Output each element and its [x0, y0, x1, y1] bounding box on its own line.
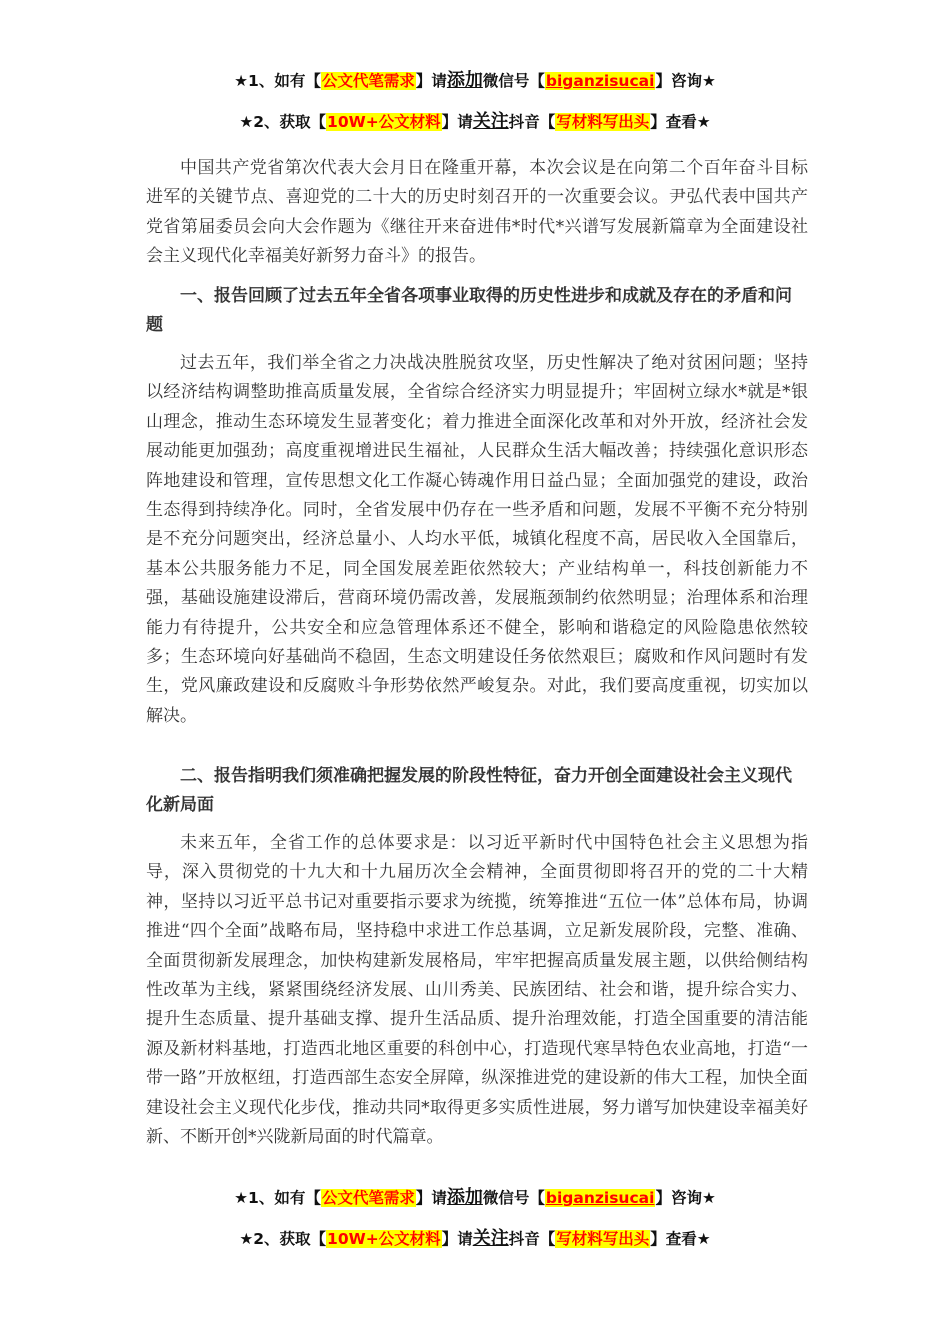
ad-prefix: ★1、如有【: [234, 1189, 321, 1207]
ad-suffix: 】咨询★: [655, 1189, 716, 1207]
ad-prefix: ★1、如有【: [234, 72, 321, 90]
section-2-body: 未来五年，全省工作的总体要求是：以习近平新时代中国特色社会主义思想为指导，深入贯彻党的十九大和十九届历次全会精神，全面贯彻即将召开的党的二十大精神，坚持以习近平总书记对重要指示要求为统揽，统筹推进“五位一体”总体布局，协调推进“四个全面”战略布局，坚持稳中求进工作总基调，立足新发展阶段，完整、准确、全面贯彻新发展理念，加快构建新发展格局，牢牢把握高质量发展主题，以供给侧结构性改革为主线，紧紧围绕经济发展、山川秀美、民族团结、社会和谐，提升综合实力、提升生态质量、提升基础支撑、提升生活品质、提升治理效能，打造全国重要的清洁能源及新材料基地，打造西北地区重要的科创中心，打造现代寒旱特色农业高地，打造“一带一路”开放枢纽，打造西部生态安全屏障，纵深推进党的建设新的伟大工程，加快全面建设社会主义现代化步伐，推动共同*取得更多实质性进展，努力谱写加快建设幸福美好新、不断开创*兴陇新局面的时代篇章。: [146, 833, 808, 1148]
ad-emphasis: 添加: [446, 1187, 483, 1208]
ad-text: 微信号【: [482, 1189, 545, 1207]
ad-prefix: ★2、获取【: [239, 1230, 327, 1248]
ad-text: 】请: [441, 113, 473, 131]
ad-highlight-wechat-id: biganzisucai: [545, 72, 655, 90]
ad-text: 抖音【: [508, 113, 556, 131]
ad-prefix: ★2、获取【: [239, 113, 327, 131]
ad-highlight-service: 公文代笔需求: [321, 72, 415, 90]
ad-emphasis: 关注: [472, 1228, 509, 1249]
ad-line-top-2: [0, 111, 950, 133]
ad-emphasis: 添加: [446, 70, 483, 91]
ad-text: 抖音【: [508, 1230, 556, 1248]
ad-highlight-service: 公文代笔需求: [321, 1189, 415, 1207]
section-1-body: 过去五年，我们举全省之力决战决胜脱贫攻坚，历史性解决了绝对贫困问题；坚持以经济结构调整助推高质量发展，全省综合经济实力明显提升；牢固树立绿水*就是*银山理念，推动生态环境发生显著变化；着力推进全面深化改革和对外开放，经济社会发展动能更加强劲；高度重视增进民生福祉，人民群众生活大幅改善；持续强化意识形态阵地建设和管理，宣传思想文化工作凝心铸魂作用日益凸显；全面加强党的建设，政治生态得到持续净化。同时，全省发展中仍存在一些矛盾和问题，发展不平衡不充分特别是不充分问题突出，经济总量小、人均水平低，城镇化程度不高，居民收入全国靠后，基本公共服务能力不足，同全国发展差距依然较大；产业结构单一，科技创新能力不强，基础设施建设滞后，营商环境仍需改善，发展瓶颈制约依然明显；治理体系和治理能力有待提升，公共安全和应急管理体系还不健全，影响和谐稳定的风险隐患依然较多；生态环境向好基础尚不稳固，生态文明建设任务依然艰巨；腐败和作风问题时有发生，党风廉政建设和反腐败斗争形势依然严峻复杂。对此，我们要高度重视，切实加以解决。: [146, 353, 808, 726]
ad-highlight-douyin: 写材料写出头: [556, 1230, 650, 1248]
ad-text: 】请: [415, 1189, 447, 1207]
section-1-heading: 一、报告回顾了过去五年全省各项事业取得的历史性进步和成就及存在的矛盾和问题: [146, 286, 792, 335]
ad-highlight-materials: 10W+公文材料: [327, 113, 441, 131]
ad-highlight-douyin: 写材料写出头: [556, 113, 650, 131]
ad-text: 微信号【: [482, 72, 545, 90]
ad-highlight-materials: 10W+公文材料: [327, 1230, 441, 1248]
ad-emphasis: 关注: [472, 111, 509, 132]
ad-suffix: 】咨询★: [655, 72, 716, 90]
ad-suffix: 】查看★: [650, 113, 711, 131]
ad-suffix: 】查看★: [650, 1230, 711, 1248]
ad-line-bottom-1: [0, 1187, 950, 1209]
section-2-heading: 二、报告指明我们须准确把握发展的阶段性特征，奋力开创全面建设社会主义现代化新局面: [146, 766, 792, 815]
intro-paragraph: 中国共产党省第次代表大会月日在隆重开幕，本次会议是在向第二个百年奋斗目标进军的关键节点、喜迎党的二十大的历史时刻召开的一次重要会议。尹弘代表中国共产党省第届委员会向大会作题为《继往开来奋进伟*时代*兴谱写发展新篇章为全面建设社会主义现代化幸福美好新努力奋斗》的报告。: [146, 158, 808, 267]
ad-line-bottom-2: [0, 1228, 950, 1250]
ad-text: 】请: [415, 72, 447, 90]
ad-text: 】请: [441, 1230, 473, 1248]
ad-line-top-1: [0, 70, 950, 92]
ad-highlight-wechat-id: biganzisucai: [545, 1189, 655, 1207]
